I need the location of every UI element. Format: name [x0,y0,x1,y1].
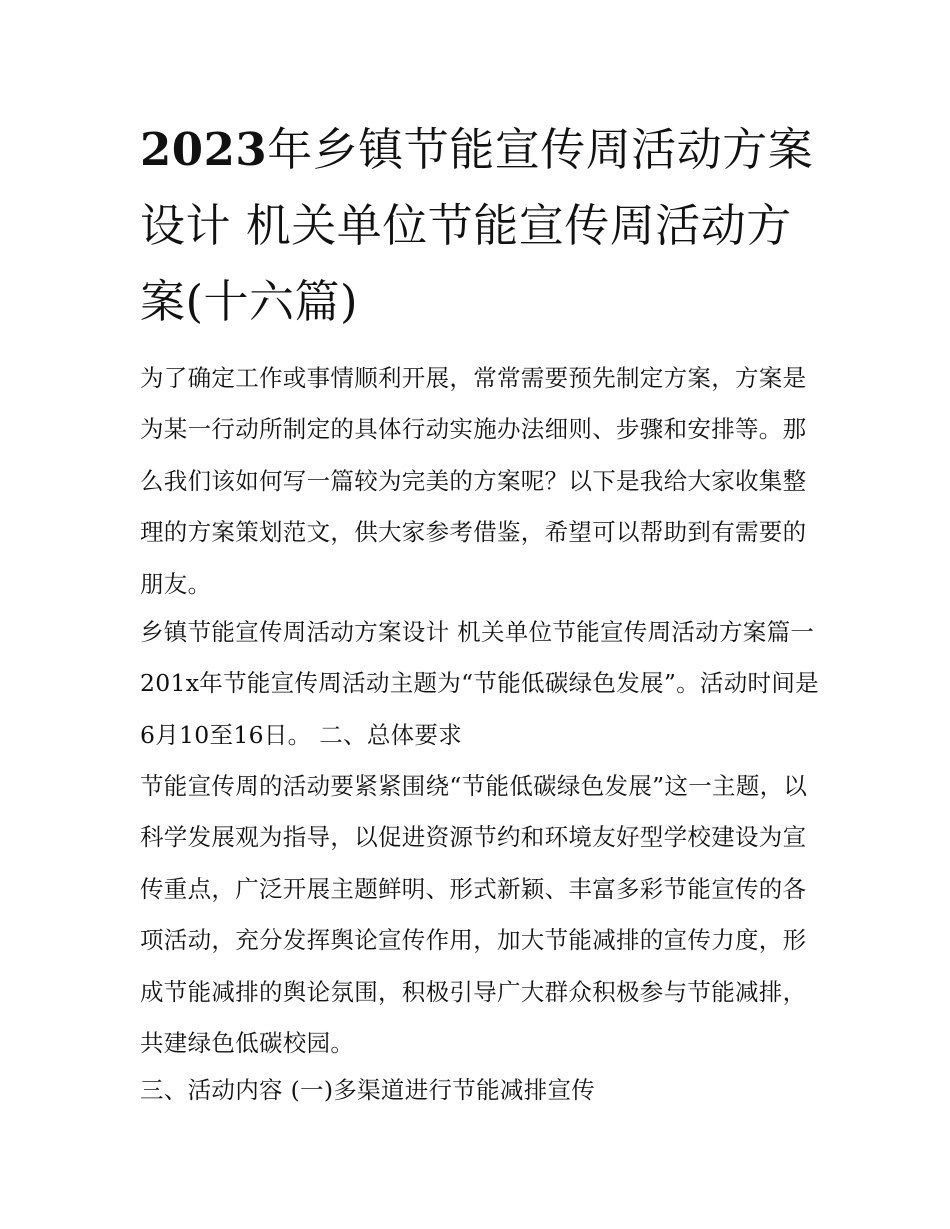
section-one-paragraph: 乡镇节能宣传周活动方案设计 机关单位节能宣传周活动方案篇一 201x年节能宣传周活动主题为“节能低碳绿色发展”。活动时间是6月10至16日。 二、总体要求 [140,618,819,749]
activity-content-heading: 三、活动内容 (一)多渠道进行节能减排宣传 [140,1076,596,1104]
title-year: 2023 [140,123,268,176]
document-title [140,112,820,340]
intro-paragraph: 为了确定工作或事情顺利开展，常常需要预先制定方案，方案是为某一行动所制定的具体行动实施办法细则、步骤和安排等。那么我们该如何写一篇较为完美的方案呢？以下是我给大家收集整理的方案策划范文，供大家参考借鉴，希望可以帮助到有需要的朋友。 [140,364,807,598]
requirements-paragraph: 节能宣传周的活动要紧紧围绕“节能低碳绿色发展”这一主题，以科学发展观为指导，以促进资源节约和环境友好型学校建设为宣传重点，广泛开展主题鲜明、形式新颖、丰富多彩节能宣传的各项活动，充分发挥舆论宣传作用，加大节能减排的宣传力度，形成节能减排的舆论氛围，积极引导广大群众积极参与节能减排，共建绿色低碳校园。 [140,772,808,1058]
title-text: 年乡镇节能宣传周活动方案设计 机关单位节能宣传周活动方案(十六篇) [140,123,814,328]
